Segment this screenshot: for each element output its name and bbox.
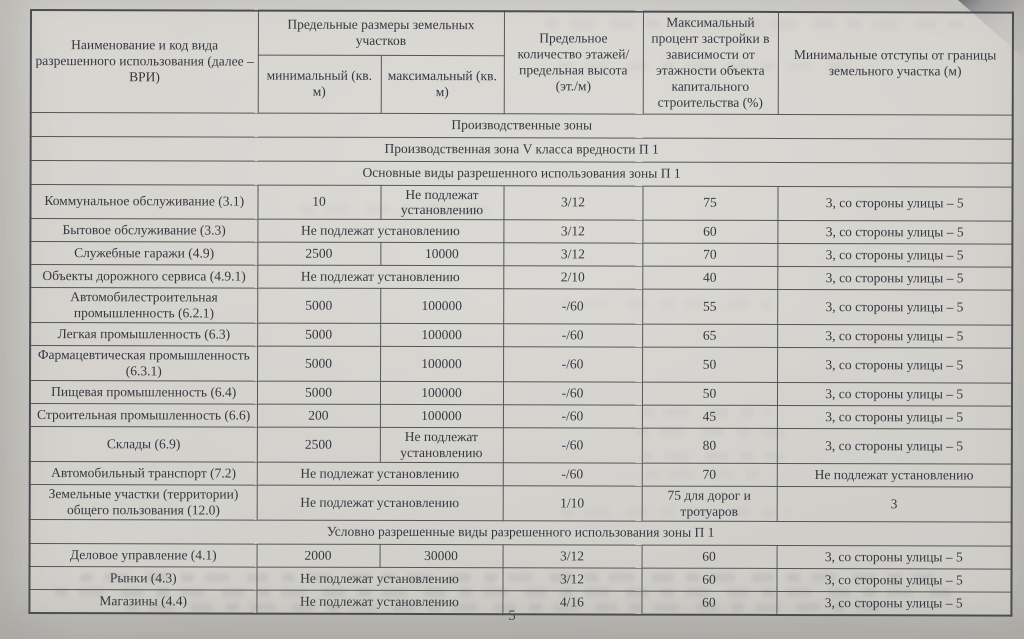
cell-percent: 70 (642, 243, 777, 266)
cell-vri-name: Земельные участки (территории) общего пользования (12.0) (30, 484, 257, 519)
section-label: Условно разрешенные виды разрешенного использования зоны П 1 (30, 519, 1012, 546)
cell-size-minmax: Не подлежат установлению (256, 590, 502, 614)
cell-floors: -/60 (503, 324, 642, 347)
table-row (30, 323, 1012, 349)
table-row (30, 288, 1012, 325)
cell-size-max: 100000 (380, 289, 503, 324)
cell-vri-name: Строительная промышленность (6.6) (30, 404, 257, 428)
section-row (31, 112, 1013, 139)
table-row (30, 346, 1012, 383)
land-use-regulations-table (28, 9, 1014, 616)
cell-percent: 60 (642, 220, 777, 243)
cell-offsets: 3, со стороны улицы – 5 (777, 405, 1012, 429)
section-label: Производственная зона V класса вредности П 1 (31, 136, 1013, 163)
cell-floors: 3/12 (503, 544, 642, 567)
cell-offsets: 3, со стороны улицы – 5 (777, 244, 1012, 268)
cell-vri-name: Легкая промышленность (6.3) (30, 323, 257, 347)
table-row (30, 461, 1012, 487)
cell-percent: 45 (642, 405, 777, 428)
table-row (30, 242, 1012, 268)
section-row (31, 160, 1013, 187)
cell-offsets: 3, со стороны улицы – 5 (777, 545, 1012, 569)
cell-floors: 3/12 (502, 567, 641, 590)
cell-vri-name: Деловое управление (4.1) (30, 543, 257, 567)
table-row (30, 427, 1012, 464)
cell-size-max: 100000 (380, 404, 503, 427)
cell-percent: 50 (642, 382, 777, 405)
cell-size-max: Не подлежат установлению (380, 427, 503, 462)
cell-vri-name: Автомобильный транспорт (7.2) (30, 461, 257, 485)
cell-size-max: 10000 (380, 243, 503, 266)
section-label: Производственные зоны (31, 112, 1013, 139)
cell-percent: 50 (642, 347, 777, 382)
cell-size-min: 2500 (257, 427, 380, 462)
column-header-percent: Максимальный процент застройки в зависимости от этажности объекта капитального строительства (%) (643, 12, 778, 114)
column-header-name: Наименование и код вида разрешенного использования (далее – ВРИ) (31, 10, 258, 113)
cell-floors: -/60 (503, 382, 642, 405)
regulations-table-container (28, 9, 1012, 616)
cell-offsets: 3, со стороны улицы – 5 (777, 290, 1012, 325)
cell-floors: 4/16 (502, 590, 641, 614)
section-row (30, 519, 1012, 546)
cell-size-minmax: Не подлежат установлению (256, 567, 502, 591)
table-row (30, 484, 1012, 521)
cell-vri-name: Рынки (4.3) (29, 566, 256, 590)
cell-percent: 40 (642, 266, 777, 289)
cell-offsets: 3, со стороны улицы – 5 (777, 267, 1012, 291)
cell-percent: 60 (641, 568, 776, 591)
cell-percent: 60 (642, 545, 777, 568)
cell-size-min: 2500 (257, 242, 380, 265)
cell-size-min: 5000 (257, 381, 380, 404)
cell-floors: 3/12 (503, 185, 642, 220)
column-header-size-group: Предельные размеры земельных участков (258, 11, 504, 56)
cell-floors: -/60 (503, 405, 642, 428)
cell-offsets: 3, со стороны улицы – 5 (777, 221, 1012, 245)
cell-size-min: 10 (257, 185, 380, 220)
cell-percent: 55 (642, 289, 777, 324)
cell-size-min: 200 (257, 404, 380, 427)
cell-floors: -/60 (503, 289, 642, 324)
cell-offsets: 3, со стороны улицы – 5 (776, 568, 1011, 592)
cell-floors: 3/12 (503, 243, 642, 266)
cell-vri-name: Служебные гаражи (4.9) (30, 242, 257, 266)
cell-offsets: 3, со стороны улицы – 5 (777, 186, 1012, 221)
cell-size-min: 2000 (257, 544, 380, 567)
cell-percent: 75 для дорог и тротуаров (642, 486, 777, 521)
cell-percent: 70 (642, 463, 777, 486)
cell-floors: 2/10 (503, 266, 642, 289)
table-row (29, 566, 1011, 592)
cell-offsets: 3, со стороны улицы – 5 (777, 428, 1012, 463)
cell-size-max: 100000 (380, 381, 503, 404)
cell-vri-name: Фармацевтическая промышленность (6.3.1) (30, 346, 257, 381)
section-label: Основные виды разрешенного использования зоны П 1 (31, 160, 1013, 187)
cell-vri-name: Объекты дорожного сервиса (4.9.1) (30, 265, 257, 289)
cell-floors: -/60 (503, 428, 642, 463)
table-header (31, 10, 1013, 115)
table-row (30, 404, 1012, 430)
cell-size-minmax: Не подлежат установлению (257, 265, 503, 289)
cell-floors: 1/10 (503, 486, 642, 521)
cell-size-minmax: Не подлежат установлению (257, 485, 503, 520)
cell-percent: 80 (642, 428, 777, 463)
column-header-floors: Предельное количество этажей/ предельная высота (эт./м) (504, 11, 643, 113)
cell-vri-name: Автомобилестроительная промышленность (6.2.1) (30, 288, 257, 323)
table-row (30, 543, 1012, 569)
section-row (31, 136, 1013, 163)
cell-size-max: Не подлежат установлению (380, 185, 503, 220)
table-row (30, 381, 1012, 407)
cell-percent: 75 (642, 186, 777, 221)
cell-floors: 3/12 (503, 220, 642, 243)
table-row (30, 265, 1012, 291)
cell-size-minmax: Не подлежат установлению (257, 462, 503, 486)
cell-size-min: 5000 (257, 288, 380, 323)
cell-offsets: 3 (777, 486, 1012, 521)
cell-offsets: Не подлежат установлению (777, 463, 1012, 487)
cell-vri-name: Магазины (4.4) (29, 589, 256, 613)
table-body (29, 112, 1012, 615)
cell-size-minmax: Не подлежат установлению (257, 219, 503, 243)
cell-offsets: 3, со стороны улицы – 5 (776, 591, 1011, 615)
column-header-size-max: максимальный (кв. м) (381, 55, 504, 113)
cell-size-min: 5000 (257, 323, 380, 346)
cell-vri-name: Коммунальное обслуживание (3.1) (30, 184, 257, 219)
cell-size-max: 30000 (380, 544, 503, 567)
cell-vri-name: Бытовое обслуживание (3.3) (30, 219, 257, 243)
cell-size-max: 100000 (380, 324, 503, 347)
cell-percent: 60 (641, 591, 776, 615)
table-row (30, 219, 1012, 245)
cell-floors: -/60 (503, 463, 642, 486)
cell-floors: -/60 (503, 347, 642, 382)
column-header-size-min: минимальный (кв. м) (258, 55, 381, 113)
cell-offsets: 3, со стороны улицы – 5 (777, 325, 1012, 349)
page-number: 5 (508, 608, 516, 624)
cell-vri-name: Пищевая промышленность (6.4) (30, 381, 257, 405)
cell-offsets: 3, со стороны улицы – 5 (777, 382, 1012, 406)
table-row (30, 184, 1012, 221)
cell-percent: 65 (642, 324, 777, 347)
cell-size-max: 100000 (380, 347, 503, 382)
cell-offsets: 3, со стороны улицы – 5 (777, 348, 1012, 383)
cell-vri-name: Склады (6.9) (30, 427, 257, 462)
cell-size-min: 5000 (257, 346, 380, 381)
column-header-offsets: Минимальные отступы от границы земельного участка (м) (778, 12, 1013, 115)
